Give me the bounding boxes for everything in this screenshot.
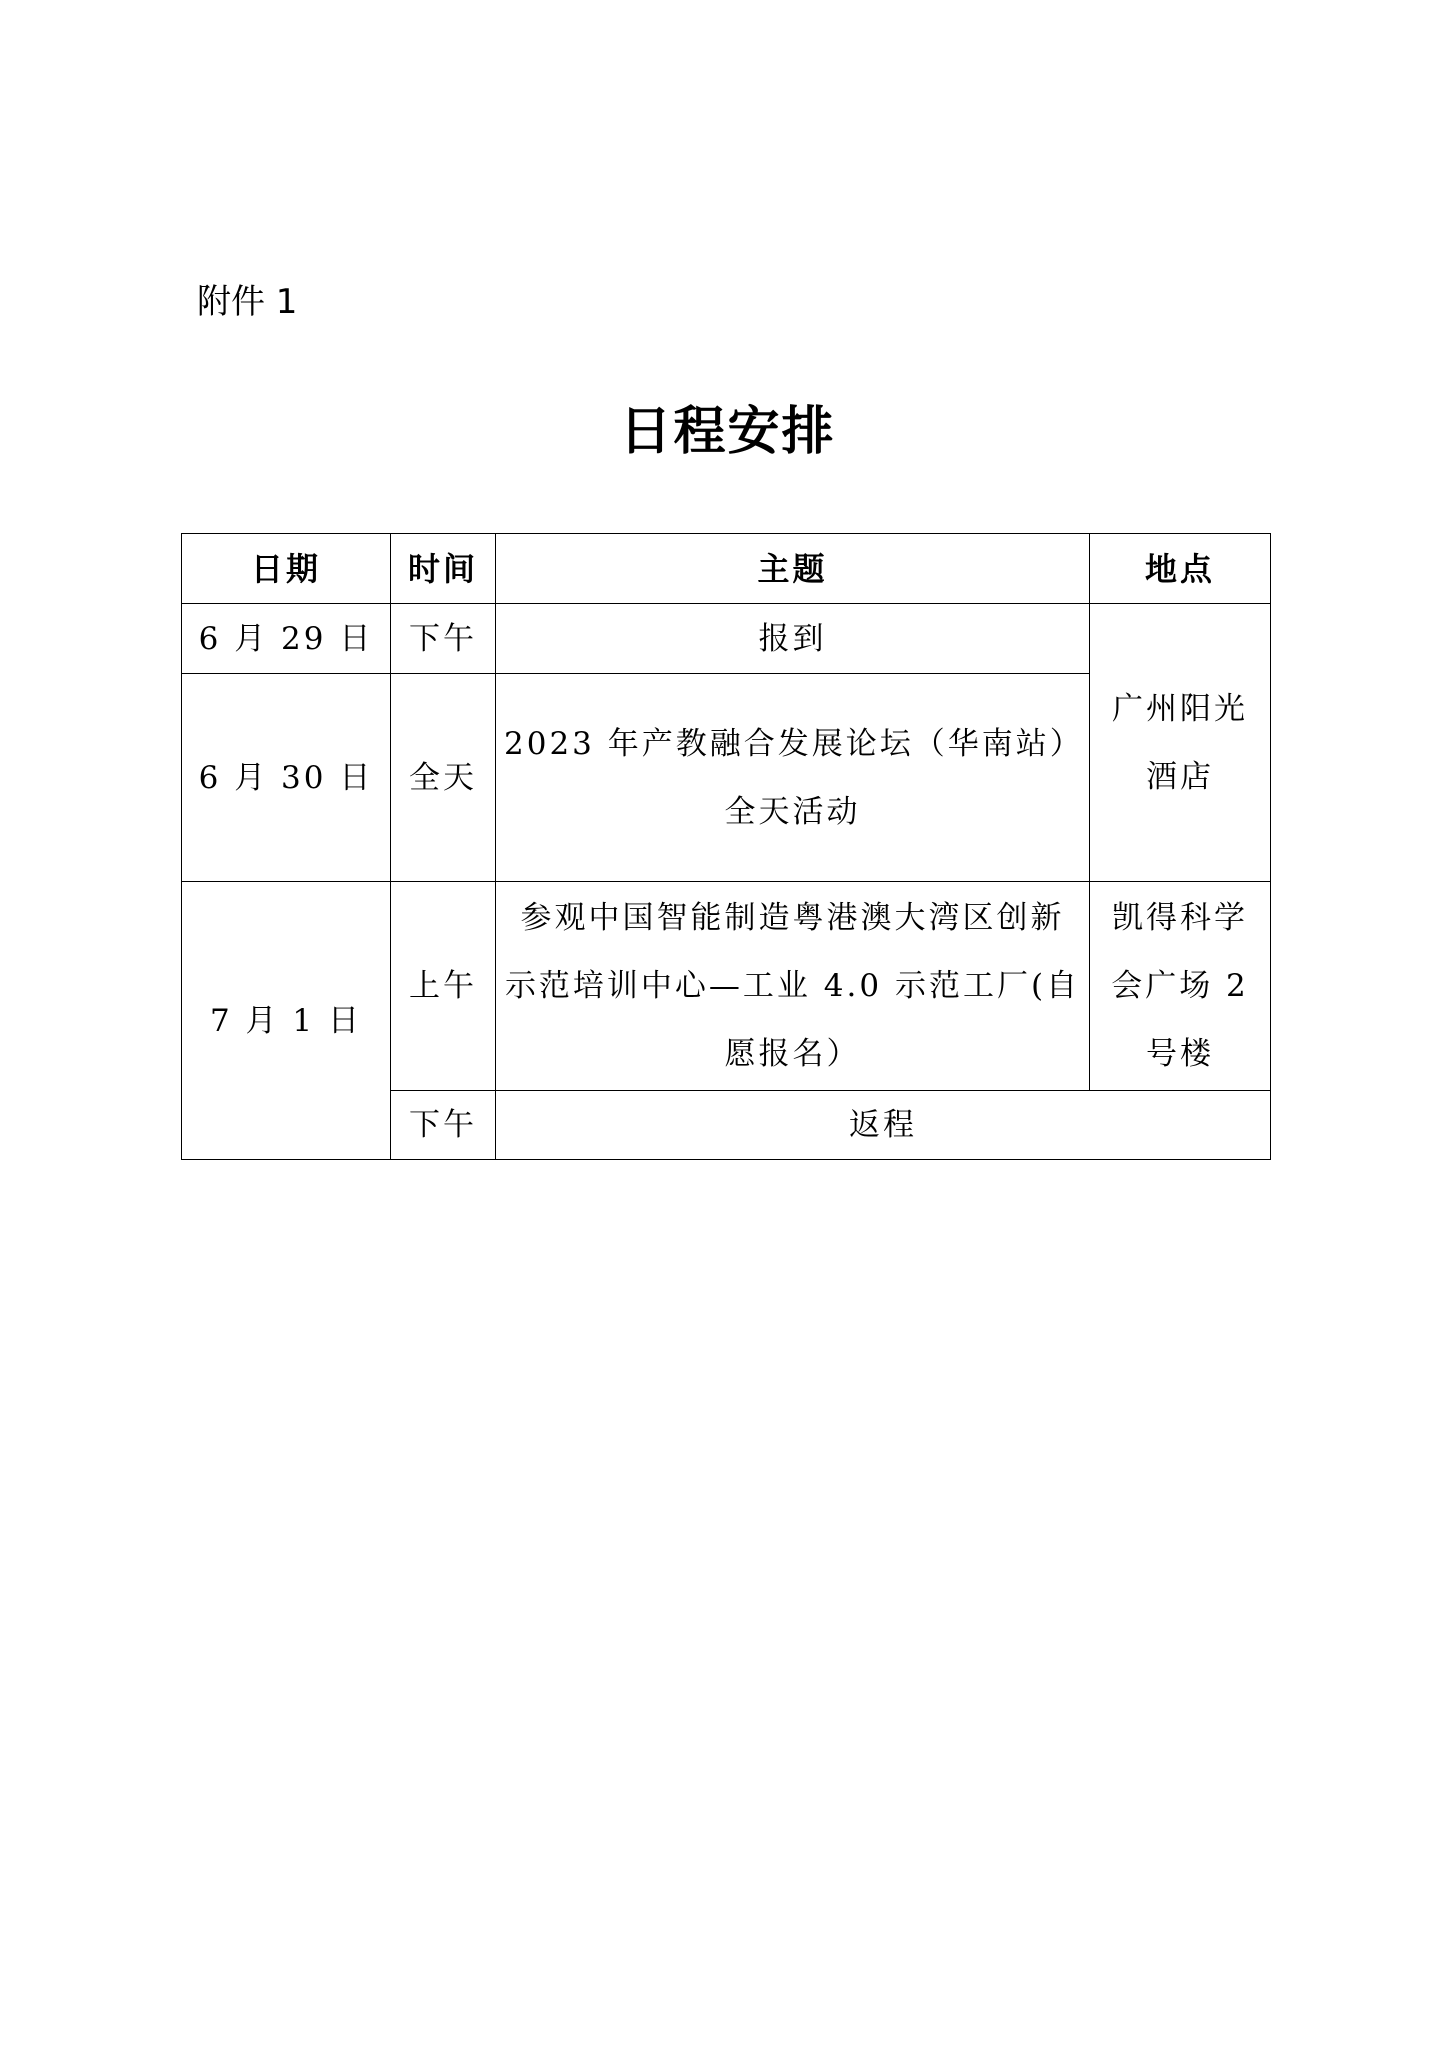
place-line: 号楼 — [1146, 1036, 1214, 1072]
page-title: 日程安排 — [619, 402, 836, 462]
cell-topic — [496, 674, 1090, 882]
cell-date: 6 月 30 日 — [182, 674, 391, 882]
cell-date: 6 月 29 日 — [182, 604, 391, 674]
cell-time: 下午 — [391, 604, 496, 674]
cell-topic: 返程 — [496, 1091, 1271, 1160]
schedule-table — [181, 533, 1271, 1160]
table-header-row — [182, 534, 1271, 604]
cell-time: 全天 — [391, 674, 496, 882]
place-line: 凯得科学 — [1112, 900, 1248, 936]
cell-topic: 报到 — [496, 604, 1090, 674]
cell-place-plaza — [1090, 882, 1271, 1091]
cell-place-hotel — [1090, 604, 1271, 882]
cell-date: 7 月 1 日 — [182, 882, 391, 1160]
table-row — [182, 882, 1271, 1091]
header-topic: 主题 — [496, 534, 1090, 604]
cell-time: 下午 — [391, 1091, 496, 1160]
header-date: 日期 — [182, 534, 391, 604]
place-line: 酒店 — [1146, 758, 1214, 795]
topic-line: 全天活动 — [724, 793, 861, 830]
topic-line: 2023 年产教融合发展论坛（华南站） — [504, 725, 1084, 762]
cell-topic — [496, 882, 1090, 1091]
attachment-label: 附件 1 — [197, 282, 298, 322]
topic-line: 愿报名） — [724, 1036, 861, 1072]
place-line: 广州阳光 — [1112, 690, 1248, 727]
header-time: 时间 — [391, 534, 496, 604]
cell-time: 上午 — [391, 882, 496, 1091]
topic-line: 参观中国智能制造粤港澳大湾区创新 — [520, 900, 1065, 936]
table-row — [182, 604, 1271, 674]
topic-line: 示范培训中心—工业 4.0 示范工厂(自 — [504, 968, 1081, 1004]
header-place: 地点 — [1090, 534, 1271, 604]
place-line: 会广场 2 — [1111, 968, 1249, 1004]
